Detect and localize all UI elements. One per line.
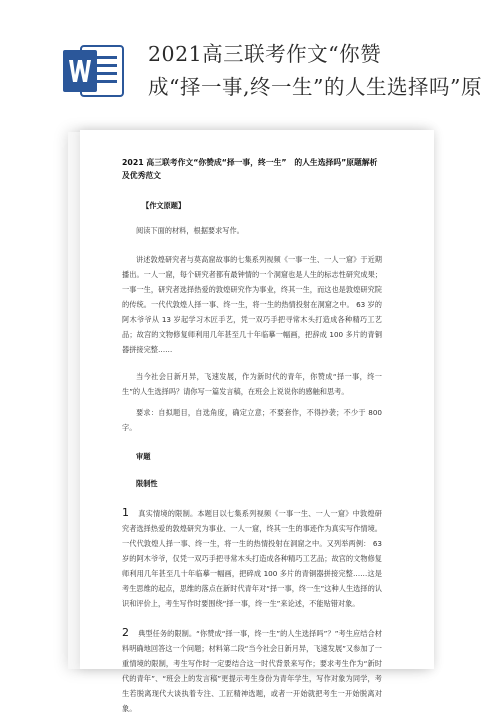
header-banner	[0, 0, 482, 120]
item-text: 典型任务的限制。“你赞成“择一事，终一生”的人生选择吗”？”考生应结合材料明确地回答这一个问题；材料第二段“当今社会日新月异，飞速发展”又参加了一重情境的限制，考生写作时一定要结合这一时代背景来写作；要求考生作为“新时代的青年”、“班会上的发言稿”更提示考生身份为青年学生，写作对象为同学，考生若脱离现代大谈执着专注、工匠精神选题，或者一开始就把考生一开始脱离对象。	[122, 629, 382, 713]
title-line-1: 2021高三联考作文“你赞	[148, 42, 382, 66]
list-item	[122, 625, 382, 716]
item-text: 真实情境的限制。本题目以七集系列视频《一事一生、一人一窟》中敦煌研究者选择热爱的敦煌研究为事业、一人一窟，终其一生的事迹作为真实写作情境。一代代敦煌人择一事、终一生，将一生的热情投射在洞窟之中。又列举两例： 63 岁的阿木爷爷，仅凭一双巧手把寻常木头打造成各种精巧工艺品；故宫的文物修复师利用几年甚至几十年临摹一幅画，把碎成 100 多片的青铜器拼接完整……这是考生思维的起点，思维的落点在新时代青年对“择一事，终一生”这种人生选择的认识和评价上，考生写作时要围绕“择一事，终一生”来论述，不能贴错对象。	[122, 509, 382, 608]
document-title: 2021 高三联考作文“你赞成“择一事，终一生” 的人生选择吗”原题解析及优秀范文	[122, 158, 378, 180]
title-line-2: 成“择一事,终一生”的人生选择吗”原	[148, 75, 482, 99]
list-item	[122, 505, 382, 611]
material-paragraph: 讲述敦煌研究者与莫高窟故事的七集系列视频《一事一生、一人一窟》于近期播出。一人一窟，每个研究者都有最钟情的一个洞窟也是人生的标志性研究成果；一事一生，研究者选择热爱的敦煌研究作为事业，终其一生，而这也是敦煌研究院的传统。一代代敦煌人择一事、终一生，将一生的热情投射在洞窟之中。 63 岁的阿木爷爷从 13 岁起学习木匠手艺，凭一双巧手把寻常木头打造成各种精巧工艺品；故宫的文物修复师利用几年甚至几十年临摹一幅画，把辞成 100 多片的青铜器拼接完整……	[122, 255, 382, 354]
document-page	[80, 130, 434, 713]
section-review-heading: 审题	[136, 452, 151, 461]
intro-paragraph: 阅读下面的材料，根据要求写作。	[136, 226, 244, 235]
item-number: 2	[122, 626, 129, 639]
requirements-paragraph: 要求：自拟题目，自选角度，确定立意；不要套作，不得抄袭；不少于 800 字。	[122, 408, 382, 432]
section-prompt-heading: 【作文原题】	[142, 201, 186, 210]
word-icon	[63, 44, 125, 98]
item-number: 1	[122, 506, 129, 519]
page-title	[148, 38, 488, 104]
question-paragraph: 当今社会日新月异，飞速发展，作为新时代的青年，你赞成“择一事，终一生”的人生选择吗？请你写一篇发言稿，在班会上说说你的感触和思考。	[122, 372, 382, 396]
document-content	[122, 156, 382, 716]
section-limit-heading: 限制性	[136, 479, 158, 488]
